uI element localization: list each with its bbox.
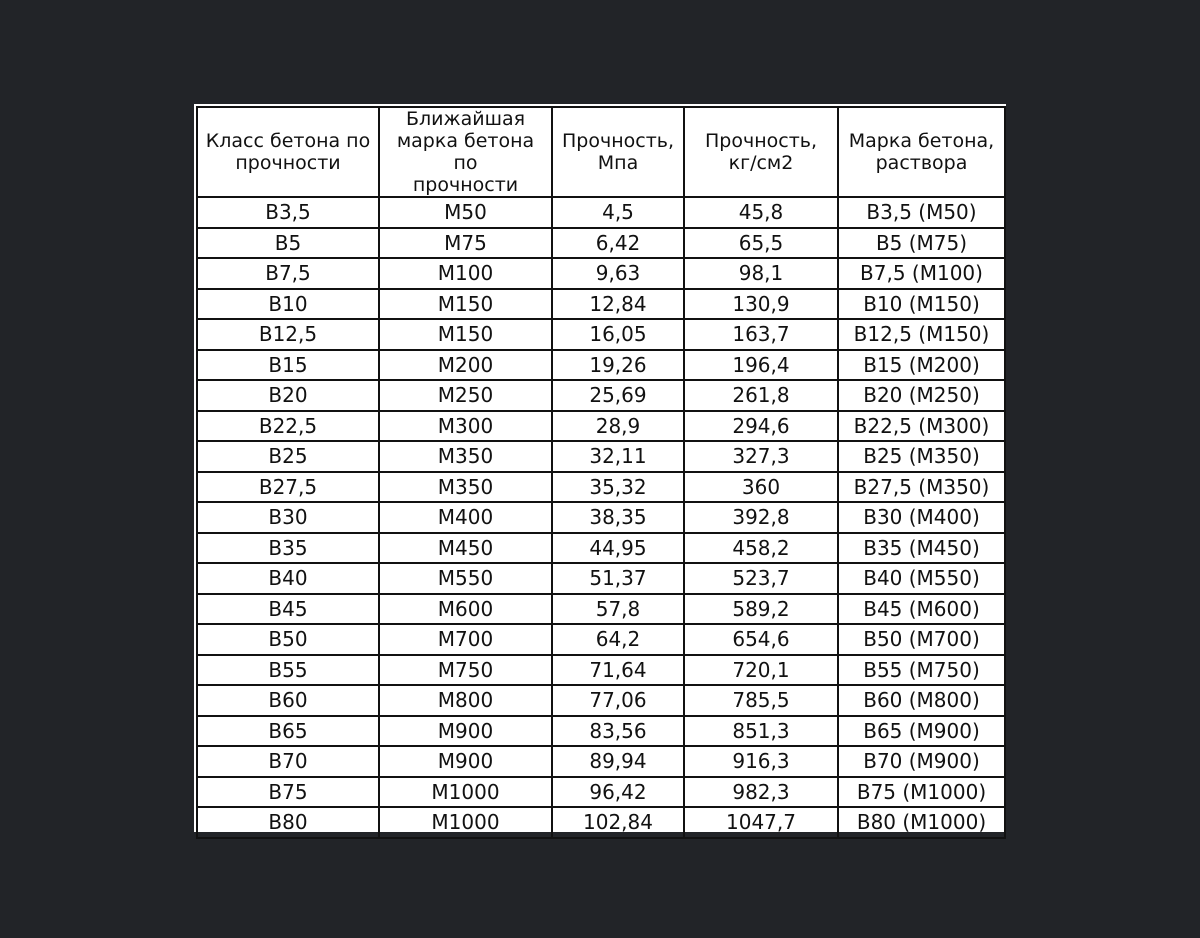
- cell-strength-mpa: 35,32: [552, 472, 684, 503]
- cell-strength-class: B40: [197, 563, 379, 594]
- cell-strength-class: B10: [197, 289, 379, 320]
- cell-concrete-mortar-grade: B65 (M900): [838, 716, 1005, 747]
- cell-strength-mpa: 38,35: [552, 502, 684, 533]
- table-row: [197, 319, 1005, 350]
- header-concrete-mortar-grade: Марка бетона, раствора: [838, 107, 1005, 197]
- cell-nearest-grade: M900: [379, 716, 552, 747]
- cell-strength-kgcm2: 392,8: [684, 502, 838, 533]
- cell-strength-class: B50: [197, 624, 379, 655]
- cell-strength-mpa: 71,64: [552, 655, 684, 686]
- cell-concrete-mortar-grade: B45 (M600): [838, 594, 1005, 625]
- cell-concrete-mortar-grade: B60 (M800): [838, 685, 1005, 716]
- table-row: [197, 197, 1005, 228]
- cell-nearest-grade: M100: [379, 258, 552, 289]
- cell-strength-class: B22,5: [197, 411, 379, 442]
- cell-strength-kgcm2: 785,5: [684, 685, 838, 716]
- table-body: [197, 197, 1005, 838]
- cell-concrete-mortar-grade: B15 (M200): [838, 350, 1005, 381]
- cell-strength-mpa: 6,42: [552, 228, 684, 259]
- cell-strength-mpa: 28,9: [552, 411, 684, 442]
- cell-strength-mpa: 19,26: [552, 350, 684, 381]
- cell-strength-kgcm2: 589,2: [684, 594, 838, 625]
- header-strength-class: Класс бетона по прочности: [197, 107, 379, 197]
- cell-nearest-grade: M1000: [379, 777, 552, 808]
- cell-strength-class: B80: [197, 807, 379, 838]
- cell-strength-mpa: 51,37: [552, 563, 684, 594]
- cell-concrete-mortar-grade: B7,5 (M100): [838, 258, 1005, 289]
- cell-concrete-mortar-grade: B35 (M450): [838, 533, 1005, 564]
- table-row: [197, 441, 1005, 472]
- cell-nearest-grade: M400: [379, 502, 552, 533]
- cell-concrete-mortar-grade: B5 (M75): [838, 228, 1005, 259]
- cell-nearest-grade: M50: [379, 197, 552, 228]
- cell-nearest-grade: M75: [379, 228, 552, 259]
- cell-nearest-grade: M600: [379, 594, 552, 625]
- cell-nearest-grade: M700: [379, 624, 552, 655]
- cell-strength-mpa: 25,69: [552, 380, 684, 411]
- cell-strength-mpa: 44,95: [552, 533, 684, 564]
- cell-strength-mpa: 96,42: [552, 777, 684, 808]
- cell-strength-class: B15: [197, 350, 379, 381]
- cell-strength-class: B25: [197, 441, 379, 472]
- header-row: [197, 107, 1005, 197]
- table-row: [197, 594, 1005, 625]
- cell-concrete-mortar-grade: B40 (M550): [838, 563, 1005, 594]
- cell-concrete-mortar-grade: B55 (M750): [838, 655, 1005, 686]
- cell-nearest-grade: M1000: [379, 807, 552, 838]
- table-row: [197, 258, 1005, 289]
- table-row: [197, 685, 1005, 716]
- cell-strength-kgcm2: 45,8: [684, 197, 838, 228]
- cell-strength-kgcm2: 261,8: [684, 380, 838, 411]
- cell-strength-kgcm2: 982,3: [684, 777, 838, 808]
- cell-nearest-grade: M550: [379, 563, 552, 594]
- cell-strength-class: B60: [197, 685, 379, 716]
- table-row: [197, 746, 1005, 777]
- cell-concrete-mortar-grade: B75 (M1000): [838, 777, 1005, 808]
- cell-strength-class: B35: [197, 533, 379, 564]
- cell-nearest-grade: M250: [379, 380, 552, 411]
- cell-strength-kgcm2: 327,3: [684, 441, 838, 472]
- cell-strength-kgcm2: 130,9: [684, 289, 838, 320]
- table-row: [197, 350, 1005, 381]
- cell-nearest-grade: M450: [379, 533, 552, 564]
- cell-nearest-grade: M150: [379, 289, 552, 320]
- cell-strength-kgcm2: 163,7: [684, 319, 838, 350]
- cell-nearest-grade: M300: [379, 411, 552, 442]
- cell-strength-kgcm2: 458,2: [684, 533, 838, 564]
- cell-strength-class: B65: [197, 716, 379, 747]
- cell-concrete-mortar-grade: B12,5 (M150): [838, 319, 1005, 350]
- table-row: [197, 655, 1005, 686]
- cell-strength-kgcm2: 294,6: [684, 411, 838, 442]
- cell-strength-mpa: 89,94: [552, 746, 684, 777]
- cell-strength-class: B5: [197, 228, 379, 259]
- table-row: [197, 228, 1005, 259]
- table-row: [197, 563, 1005, 594]
- cell-strength-kgcm2: 360: [684, 472, 838, 503]
- table-row: [197, 411, 1005, 442]
- cell-strength-kgcm2: 851,3: [684, 716, 838, 747]
- cell-strength-class: B75: [197, 777, 379, 808]
- cell-strength-mpa: 64,2: [552, 624, 684, 655]
- cell-strength-class: B70: [197, 746, 379, 777]
- cell-nearest-grade: M800: [379, 685, 552, 716]
- cell-strength-class: B7,5: [197, 258, 379, 289]
- cell-concrete-mortar-grade: B10 (M150): [838, 289, 1005, 320]
- table-row: [197, 502, 1005, 533]
- cell-strength-class: B20: [197, 380, 379, 411]
- concrete-grade-table: [196, 106, 1006, 839]
- cell-strength-kgcm2: 196,4: [684, 350, 838, 381]
- cell-concrete-mortar-grade: B20 (M250): [838, 380, 1005, 411]
- cell-nearest-grade: M200: [379, 350, 552, 381]
- cell-strength-class: B55: [197, 655, 379, 686]
- header-strength-mpa: Прочность, Мпа: [552, 107, 684, 197]
- cell-strength-mpa: 12,84: [552, 289, 684, 320]
- header-strength-kgcm2: Прочность, кг/см2: [684, 107, 838, 197]
- cell-strength-kgcm2: 654,6: [684, 624, 838, 655]
- table-row: [197, 533, 1005, 564]
- cell-strength-kgcm2: 523,7: [684, 563, 838, 594]
- table-row: [197, 716, 1005, 747]
- cell-concrete-mortar-grade: B22,5 (M300): [838, 411, 1005, 442]
- cell-nearest-grade: M900: [379, 746, 552, 777]
- cell-concrete-mortar-grade: B25 (M350): [838, 441, 1005, 472]
- cell-strength-class: B27,5: [197, 472, 379, 503]
- cell-strength-class: B12,5: [197, 319, 379, 350]
- cell-strength-mpa: 32,11: [552, 441, 684, 472]
- table-header: [197, 107, 1005, 197]
- cell-strength-class: B3,5: [197, 197, 379, 228]
- cell-concrete-mortar-grade: B80 (M1000): [838, 807, 1005, 838]
- cell-nearest-grade: M350: [379, 472, 552, 503]
- cell-strength-mpa: 9,63: [552, 258, 684, 289]
- header-nearest-grade: Ближайшая марка бетона по прочности: [379, 107, 552, 197]
- cell-concrete-mortar-grade: B50 (M700): [838, 624, 1005, 655]
- cell-strength-mpa: 57,8: [552, 594, 684, 625]
- cell-strength-class: B45: [197, 594, 379, 625]
- cell-strength-class: B30: [197, 502, 379, 533]
- cell-nearest-grade: M750: [379, 655, 552, 686]
- table-row: [197, 624, 1005, 655]
- cell-strength-kgcm2: 720,1: [684, 655, 838, 686]
- table-row: [197, 807, 1005, 838]
- table-row: [197, 777, 1005, 808]
- cell-nearest-grade: M150: [379, 319, 552, 350]
- table-row: [197, 472, 1005, 503]
- cell-strength-kgcm2: 65,5: [684, 228, 838, 259]
- cell-strength-mpa: 4,5: [552, 197, 684, 228]
- cell-concrete-mortar-grade: B70 (M900): [838, 746, 1005, 777]
- table-row: [197, 289, 1005, 320]
- cell-strength-kgcm2: 1047,7: [684, 807, 838, 838]
- cell-strength-kgcm2: 916,3: [684, 746, 838, 777]
- cell-strength-mpa: 102,84: [552, 807, 684, 838]
- cell-strength-mpa: 83,56: [552, 716, 684, 747]
- cell-concrete-mortar-grade: B30 (M400): [838, 502, 1005, 533]
- cell-concrete-mortar-grade: B3,5 (M50): [838, 197, 1005, 228]
- cell-strength-mpa: 77,06: [552, 685, 684, 716]
- cell-nearest-grade: M350: [379, 441, 552, 472]
- cell-concrete-mortar-grade: B27,5 (M350): [838, 472, 1005, 503]
- cell-strength-mpa: 16,05: [552, 319, 684, 350]
- table-row: [197, 380, 1005, 411]
- concrete-grade-table-sheet: [194, 104, 1006, 835]
- cell-strength-kgcm2: 98,1: [684, 258, 838, 289]
